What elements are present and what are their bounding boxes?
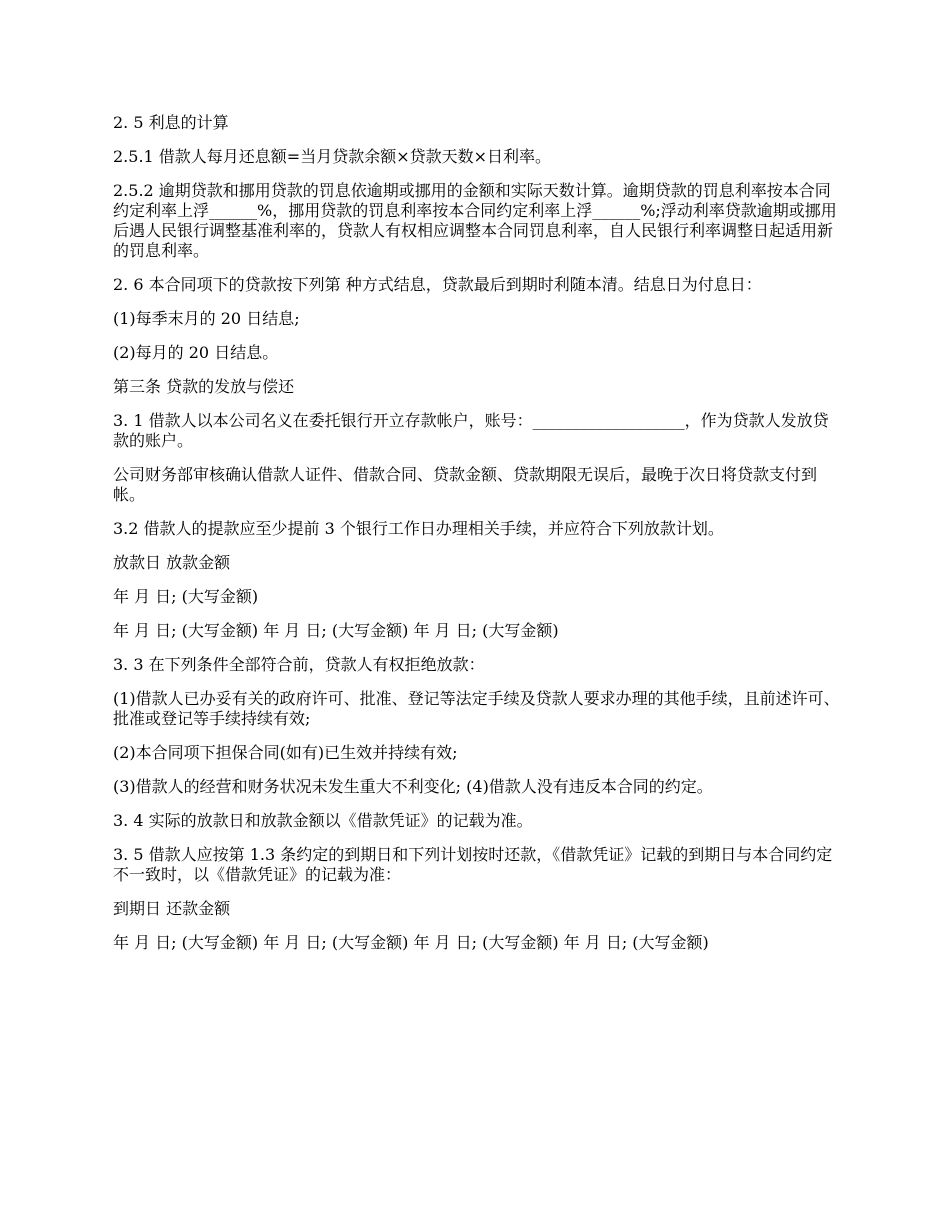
- condition-3-4: (3)借款人的经营和财务状况未发生重大不利变化; (4)借款人没有违反本合同的约定。: [113, 777, 713, 796]
- repayment-plan-header: 到期日 还款金额: [113, 899, 231, 918]
- clause-3-2: 3.2 借款人的提款应至少提前 3 个银行工作日办理相关手续，并应符合下列放款计划。: [113, 519, 724, 538]
- clause-2-5-1: 2.5.1 借款人每月还息额=当月贷款余额×贷款天数×日利率。: [113, 147, 552, 166]
- clause-2-6: 2. 6 本合同项下的贷款按下列第 种方式结息，贷款最后到期时利随本清。结息日为付息日：: [113, 275, 762, 294]
- option-1-quarterly: (1)每季末月的 20 日结息;: [113, 309, 300, 328]
- document-body: [113, 113, 843, 967]
- disbursement-plan-row: 年 月 日; (大写金额) 年 月 日; (大写金额) 年 月 日; (大写金额): [113, 621, 559, 640]
- clause-3-3: 3. 3 在下列条件全部符合前，贷款人有权拒绝放款：: [113, 655, 485, 674]
- repayment-plan-row: 年 月 日; (大写金额) 年 月 日; (大写金额) 年 月 日; (大写金额) 年 月 日; (大写金额): [113, 933, 709, 952]
- clause-2-5-2: 2.5.2 逾期贷款和挪用贷款的罚息依逾期或挪用的金额和实际天数计算。逾期贷款的罚息利率按本合同约定利率上浮______%，挪用贷款的罚息利率按本合同约定利率上浮______%;浮动利率贷款逾期或挪用后遇人民银行调整基准利率的，贷款人有权相应调整本合同罚息利率，自人民银行利率调整日起适用新的罚息利率。: [113, 181, 837, 260]
- option-2-monthly: (2)每月的 20 日结息。: [113, 343, 279, 362]
- condition-1: (1)借款人已办妥有关的政府许可、批准、登记等法定手续及贷款人要求办理的其他手续，且前述许可、批准或登记等手续持续有效;: [113, 689, 840, 728]
- disbursement-plan-header: 放款日 放款金额: [113, 553, 231, 572]
- heading-interest-calculation: 2. 5 利息的计算: [113, 113, 229, 132]
- clause-3-4: 3. 4 实际的放款日和放款金额以《借款凭证》的记载为准。: [113, 811, 533, 830]
- condition-2: (2)本合同项下担保合同(如有)已生效并持续有效;: [113, 743, 458, 762]
- article-3-heading: 第三条 贷款的发放与偿还: [113, 377, 295, 396]
- clause-3-1: 3. 1 借款人以本公司名义在委托银行开立存款帐户，账号：___________________，作为贷款人发放贷款的账户。: [113, 411, 829, 450]
- disbursement-plan-row: 年 月 日; (大写金额): [113, 587, 259, 606]
- finance-review-paragraph: 公司财务部审核确认借款人证件、借款合同、贷款金额、贷款期限无误后，最晚于次日将贷款支付到帐。: [113, 465, 818, 504]
- clause-3-5: 3. 5 借款人应按第 1.3 条约定的到期日和下列计划按时还款，《借款凭证》记载的到期日与本合同约定不一致时，以《借款凭证》的记载为准：: [113, 845, 833, 884]
